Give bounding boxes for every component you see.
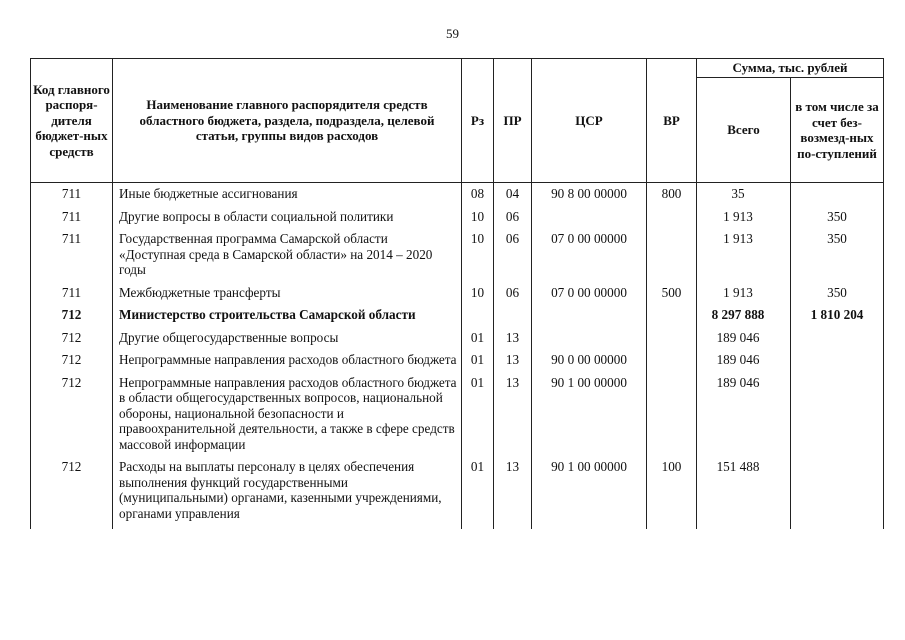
table-row	[31, 327, 884, 350]
cell-csr	[532, 327, 647, 350]
header-vr: ВР	[647, 59, 697, 183]
header-code: Код главного распоря-дителя бюджет-ных средств	[31, 59, 113, 183]
cell-pr: 06	[494, 282, 532, 305]
cell-rz: 10	[462, 228, 494, 282]
cell-total: 189 046	[697, 372, 791, 457]
cell-total: 35	[697, 183, 791, 206]
cell-pr: 13	[494, 456, 532, 529]
cell-rz: 08	[462, 183, 494, 206]
cell-total: 189 046	[697, 327, 791, 350]
table-row	[31, 372, 884, 457]
cell-name: Другие общегосударственные вопросы	[113, 327, 462, 350]
cell-rz: 01	[462, 327, 494, 350]
cell-free: 350	[791, 206, 884, 229]
table-header	[31, 59, 884, 183]
cell-csr: 07 0 00 00000	[532, 228, 647, 282]
cell-rz: 10	[462, 206, 494, 229]
cell-vr: 500	[647, 282, 697, 305]
cell-total: 189 046	[697, 349, 791, 372]
cell-rz: 01	[462, 372, 494, 457]
header-pr: ПР	[494, 59, 532, 183]
cell-code: 712	[31, 456, 113, 529]
cell-csr: 90 8 00 00000	[532, 183, 647, 206]
cell-name: Государственная программа Самарской области «Доступная среда в Самарской области» на 2014 – 2020 годы	[113, 228, 462, 282]
table-row	[31, 304, 884, 327]
cell-name: Непрограммные направления расходов областного бюджета	[113, 349, 462, 372]
cell-code: 712	[31, 304, 113, 327]
header-name: Наименование главного распорядителя средств областного бюджета, раздела, подраздела, целевой статьи, группы видов расходов	[113, 59, 462, 183]
cell-code: 712	[31, 349, 113, 372]
cell-free: 350	[791, 282, 884, 305]
header-sum-group: Сумма, тыс. рублей	[697, 59, 884, 78]
cell-vr	[647, 228, 697, 282]
cell-rz: 10	[462, 282, 494, 305]
cell-name: Расходы на выплаты персоналу в целях обеспечения выполнения функций государственными (муниципальными) органами, казенными учреждениями, органами управления	[113, 456, 462, 529]
cell-rz: 01	[462, 349, 494, 372]
budget-table	[30, 58, 884, 529]
cell-total: 151 488	[697, 456, 791, 529]
cell-rz: 01	[462, 456, 494, 529]
table-row	[31, 456, 884, 529]
cell-code: 712	[31, 372, 113, 457]
table-row	[31, 183, 884, 206]
cell-csr: 90 1 00 00000	[532, 372, 647, 457]
cell-code: 711	[31, 183, 113, 206]
cell-name: Непрограммные направления расходов областного бюджета в области общегосударственных вопросов, национальной обороны, национальной безопасности и правоохранительной деятельности, а также в сфере средств массовой информации	[113, 372, 462, 457]
cell-pr: 13	[494, 372, 532, 457]
table-row	[31, 228, 884, 282]
cell-csr: 90 0 00 00000	[532, 349, 647, 372]
cell-free	[791, 349, 884, 372]
cell-vr	[647, 372, 697, 457]
cell-vr	[647, 206, 697, 229]
header-csr: ЦСР	[532, 59, 647, 183]
cell-vr	[647, 327, 697, 350]
cell-pr: 06	[494, 228, 532, 282]
cell-free: 350	[791, 228, 884, 282]
cell-pr	[494, 304, 532, 327]
header-total: Всего	[697, 78, 791, 183]
cell-free	[791, 327, 884, 350]
cell-vr: 100	[647, 456, 697, 529]
page-number: 59	[446, 26, 459, 41]
table-row	[31, 349, 884, 372]
cell-csr	[532, 304, 647, 327]
cell-total: 8 297 888	[697, 304, 791, 327]
cell-free	[791, 372, 884, 457]
cell-rz	[462, 304, 494, 327]
header-rz: Рз	[462, 59, 494, 183]
table-body	[31, 183, 884, 530]
cell-vr	[647, 304, 697, 327]
cell-csr	[532, 206, 647, 229]
cell-code: 711	[31, 228, 113, 282]
cell-csr: 07 0 00 00000	[532, 282, 647, 305]
cell-name: Иные бюджетные ассигнования	[113, 183, 462, 206]
cell-code: 711	[31, 206, 113, 229]
cell-code: 711	[31, 282, 113, 305]
header-free: в том числе за счет без-возмезд-ных по-ступлений	[791, 78, 884, 183]
cell-total: 1 913	[697, 206, 791, 229]
cell-free: 1 810 204	[791, 304, 884, 327]
cell-name: Межбюджетные трансферты	[113, 282, 462, 305]
cell-vr	[647, 349, 697, 372]
cell-total: 1 913	[697, 282, 791, 305]
cell-pr: 13	[494, 327, 532, 350]
cell-csr: 90 1 00 00000	[532, 456, 647, 529]
cell-pr: 06	[494, 206, 532, 229]
table-row	[31, 282, 884, 305]
cell-name: Министерство строительства Самарской области	[113, 304, 462, 327]
cell-total: 1 913	[697, 228, 791, 282]
cell-pr: 13	[494, 349, 532, 372]
table-row	[31, 206, 884, 229]
cell-code: 712	[31, 327, 113, 350]
cell-vr: 800	[647, 183, 697, 206]
cell-free	[791, 456, 884, 529]
cell-free	[791, 183, 884, 206]
cell-pr: 04	[494, 183, 532, 206]
cell-name: Другие вопросы в области социальной политики	[113, 206, 462, 229]
